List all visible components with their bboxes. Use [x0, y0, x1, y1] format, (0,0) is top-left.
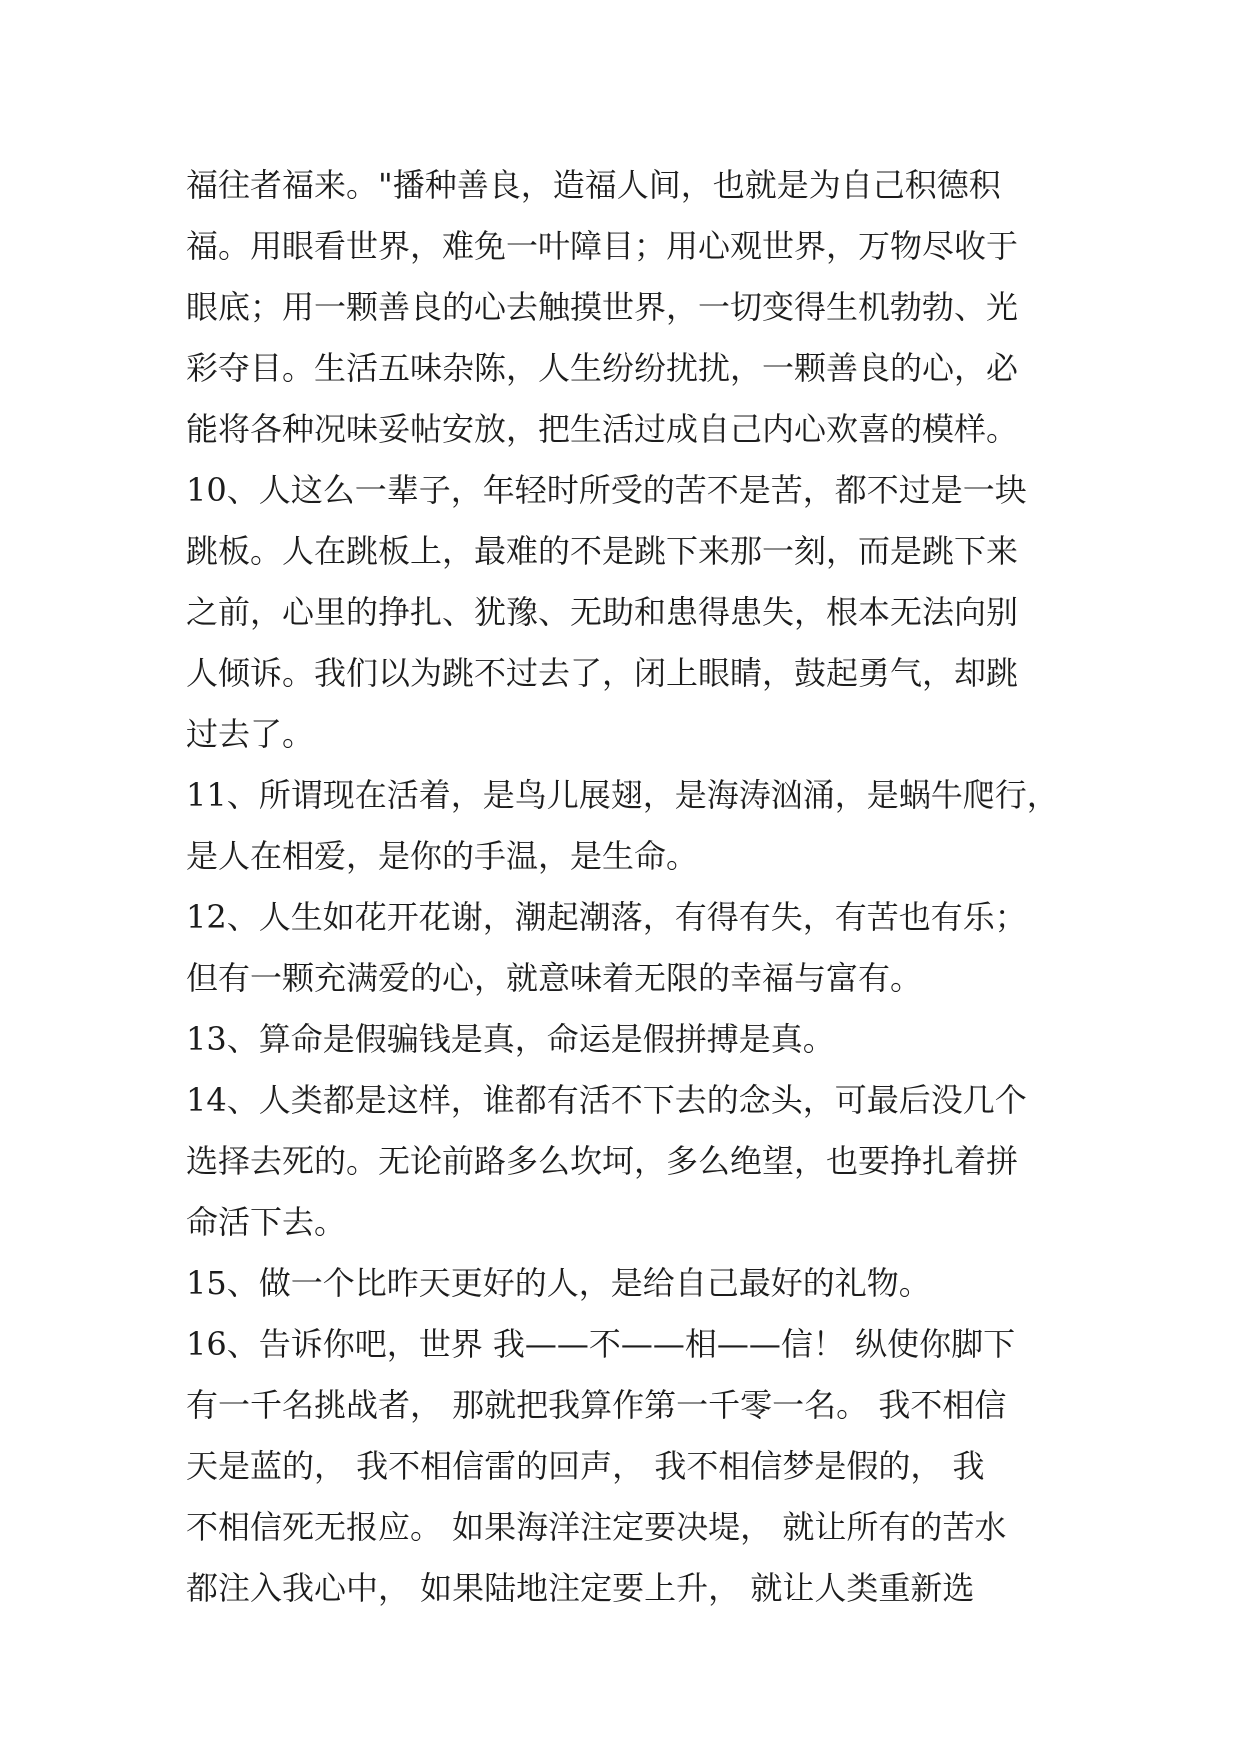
- text-line: 眼底；用一颗善良的心去触摸世界，一切变得生机勃勃、光: [186, 288, 1019, 326]
- text-line: 14、人类都是这样，谁都有活不下去的念头，可最后没几个: [186, 1081, 1027, 1119]
- text-line: 选择去死的。无论前路多么坎坷，多么绝望，也要挣扎着拼: [186, 1142, 1019, 1180]
- text-line: 是人在相爱，是你的手温，是生命。: [186, 837, 699, 875]
- text-line: 过去了。: [186, 715, 315, 753]
- text-line: 有一千名挑战者， 那就把我算作第一千零一名。 我不相信: [186, 1386, 1007, 1424]
- text-line: 11、所谓现在活着，是鸟儿展翅，是海涛汹涌，是蜗牛爬行，: [186, 776, 1059, 814]
- text-line: 跳板。人在跳板上，最难的不是跳下来那一刻，而是跳下来: [186, 532, 1019, 570]
- text-line: 不相信死无报应。 如果海洋注定要决堤， 就让所有的苦水: [186, 1508, 1007, 1546]
- text-line: 10、人这么一辈子，年轻时所受的苦不是苦，都不过是一块: [186, 471, 1027, 509]
- text-line: 彩夺目。生活五味杂陈，人生纷纷扰扰，一颗善良的心，必: [186, 349, 1019, 387]
- text-line: 16、告诉你吧，世界 我——不——相——信！ 纵使你脚下: [186, 1325, 1016, 1363]
- text-line: 天是蓝的， 我不相信雷的回声， 我不相信梦是假的， 我: [186, 1447, 985, 1485]
- text-line: 能将各种况味妥帖安放，把生活过成自己内心欢喜的模样。: [186, 410, 1019, 448]
- text-line: 12、人生如花开花谢，潮起潮落，有得有失，有苦也有乐；: [186, 898, 1027, 936]
- document-body: [186, 155, 1066, 1619]
- text-line: 都注入我心中， 如果陆地注定要上升， 就让人类重新选: [186, 1569, 975, 1607]
- text-line: 福往者福来。"播种善良，造福人间，也就是为自己积德积: [186, 166, 1001, 204]
- text-line: 命活下去。: [186, 1203, 347, 1241]
- text-line: 之前，心里的挣扎、犹豫、无助和患得患失，根本无法向别: [186, 593, 1019, 631]
- text-line: 福。用眼看世界，难免一叶障目；用心观世界，万物尽收于: [186, 227, 1019, 265]
- text-line: 但有一颗充满爱的心，就意味着无限的幸福与富有。: [186, 959, 923, 997]
- text-line: 人倾诉。我们以为跳不过去了，闭上眼睛，鼓起勇气，却跳: [186, 654, 1019, 692]
- text-line: 13、算命是假骗钱是真，命运是假拼搏是真。: [186, 1020, 835, 1058]
- text-line: 15、做一个比昨天更好的人，是给自己最好的礼物。: [186, 1264, 931, 1302]
